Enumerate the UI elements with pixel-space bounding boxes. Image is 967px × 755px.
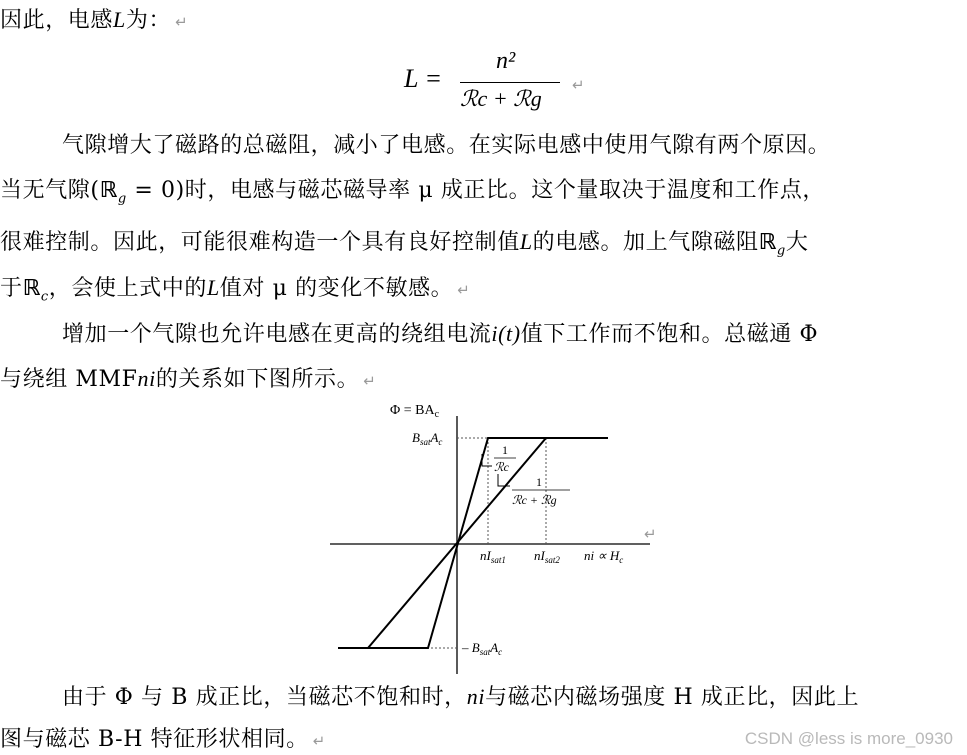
p2-text-4a: 于 <box>0 276 23 301</box>
inductance-formula <box>404 48 594 118</box>
neg-bsat-label: – $B_{sat}A_c$ <box>462 640 503 657</box>
p3-text-1b: 值下工作而不饱和。总磁通 Φ <box>520 322 819 347</box>
p2-line-4 <box>0 275 470 310</box>
return-mark: ↵ <box>572 76 585 94</box>
subscript-g: g <box>117 191 127 207</box>
var-L: L <box>519 229 533 254</box>
y-axis-label: $\Phi = BA_c$ <box>390 403 440 420</box>
var-i-t: i(t) <box>491 321 521 346</box>
x-tick-isat2: $nI_{sat2}$ <box>534 548 560 565</box>
return-mark: ↵ <box>363 372 377 390</box>
slope2-denominator: ℛc + ℛg <box>512 493 557 507</box>
p2-line-3 <box>0 229 808 264</box>
return-mark: ↵ <box>175 13 189 31</box>
csdn-watermark: CSDN @less is more_0930 <box>744 729 953 748</box>
curve-with-gap <box>338 438 608 648</box>
p2-text-2a: 当无气隙( <box>0 178 100 203</box>
p3-text-1a: 增加一个气隙也允许电感在更高的绕组电流 <box>62 322 492 347</box>
fraction-bar <box>460 82 560 83</box>
x-tick-isat1: $nI_{sat1}$ <box>480 548 506 565</box>
p4-line-2 <box>0 727 326 754</box>
p4-text-2: 图与磁芯 B-H 特征形状相同。 <box>0 727 309 752</box>
p2-text-3a: 很难控制。因此，可能很难构造一个具有良好控制值 <box>0 230 520 255</box>
p4-line-1 <box>62 684 859 711</box>
p2-text-1: 气隙增大了磁路的总磁阻，减小了电感。在实际电感中使用气隙有两个原因。 <box>62 133 831 158</box>
p2-text-3c: 大 <box>785 230 809 255</box>
bsat-label: $B_{sat}A_c$ <box>412 430 443 447</box>
p4-text-1a: 由于 Φ 与 B 成正比，当磁芯不饱和时， <box>62 685 467 710</box>
formula-numerator: n² <box>496 48 516 74</box>
var-L: L <box>113 7 126 32</box>
intro-text: 因此，电感 <box>0 8 114 33</box>
var-ni: ni <box>137 366 156 391</box>
p2-line-2 <box>0 178 825 212</box>
subscript-g: g <box>776 243 786 259</box>
formula-denominator: ℛc + ℛg <box>460 86 542 111</box>
return-mark: ↵ <box>312 732 326 750</box>
intro-text-end: 为： <box>125 8 172 33</box>
p2-text-4b: ，会使上式中的 <box>48 276 207 301</box>
p2-text-2b: = 0)时，电感与磁芯磁导率 μ 成正比。这个量取决于温度和工作点， <box>126 178 826 203</box>
reluctance-symbol: ℝ <box>22 276 41 301</box>
intro-line <box>0 7 188 35</box>
var-ni: ni <box>466 684 486 709</box>
flux-mmf-figure <box>330 396 650 674</box>
slope1-denominator: ℛc <box>494 460 509 474</box>
reluctance-symbol: ℝ <box>758 230 777 255</box>
x-axis-label: ni ∝ $H_c$ <box>584 548 624 565</box>
p2-line-1 <box>62 133 830 159</box>
p2-text-4c: 值对 μ 的变化不敏感。 <box>219 276 454 301</box>
formula-lhs: L = <box>404 64 443 93</box>
var-L: L <box>206 275 220 300</box>
slope1-numerator: 1 <box>502 443 508 457</box>
slope-triangle-2 <box>498 474 510 486</box>
p2-text-3b: 的电感。加上气隙磁阻 <box>532 230 759 255</box>
slope2-numerator: 1 <box>536 475 542 489</box>
p4-text-1b: 与磁芯内磁场强度 H 成正比，因此上 <box>485 685 860 710</box>
curve-no-gap <box>338 438 608 648</box>
return-mark: ↵ <box>644 525 657 543</box>
p3-line-2 <box>0 366 376 394</box>
reluctance-symbol: ℝ <box>99 178 118 203</box>
subscript-c: c <box>40 289 49 305</box>
return-mark: ↵ <box>457 281 471 299</box>
p3-text-2a: 与绕组 MMF <box>0 367 138 392</box>
p3-line-1 <box>62 321 818 348</box>
p3-text-2b: 的关系如下图所示。 <box>155 367 360 392</box>
